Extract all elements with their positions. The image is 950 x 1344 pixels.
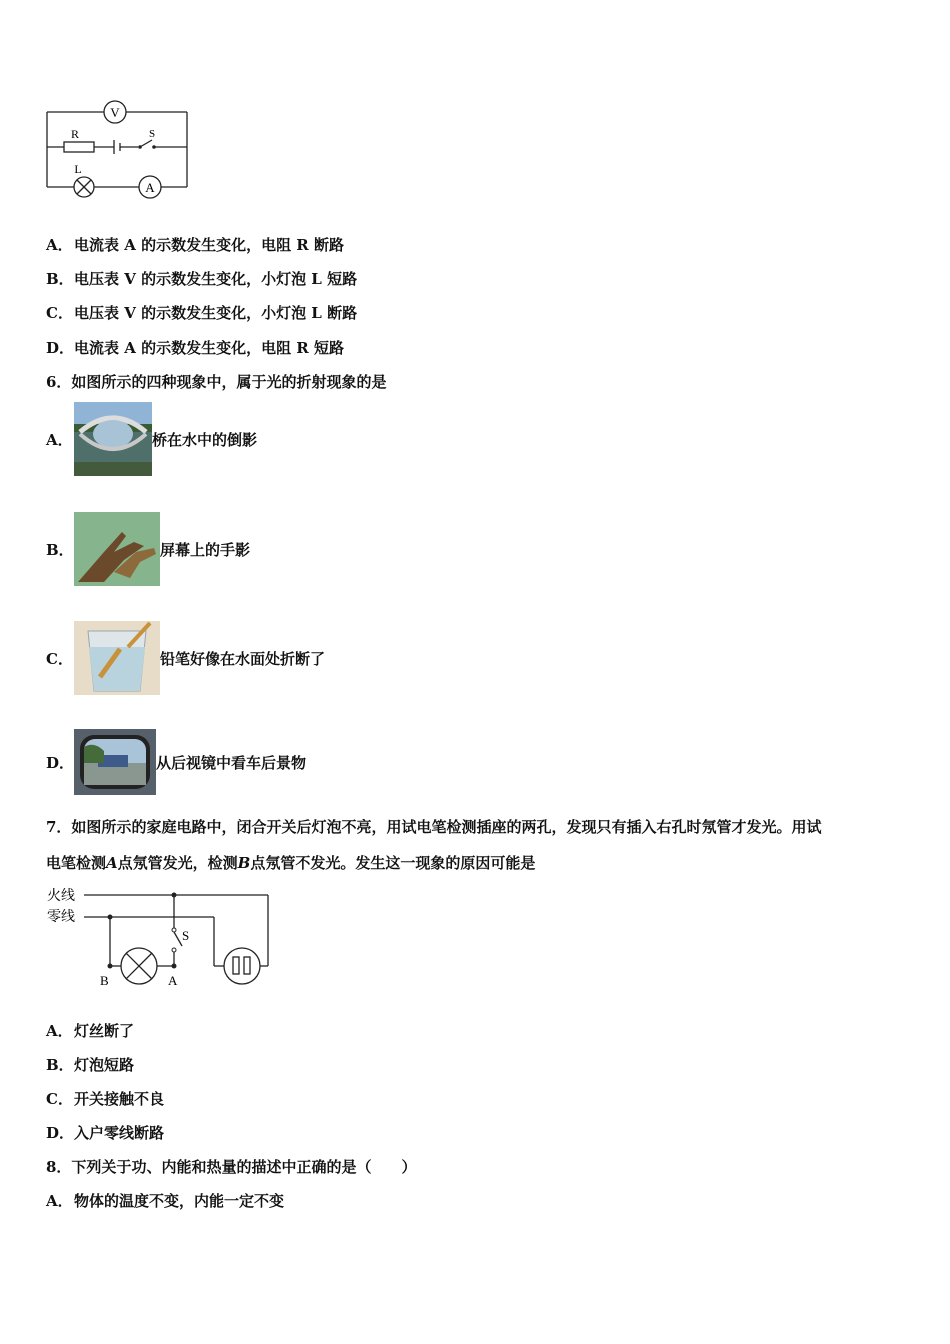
q8-stem: 8．下列关于功、内能和热量的描述中正确的是（ ） (46, 1158, 417, 1176)
q6-option-c: C． 铅笔好像在水面处折断了 (46, 621, 325, 695)
switch-label: S (148, 128, 156, 140)
point-b-label: B (100, 973, 109, 988)
point-a-label: A (168, 973, 178, 988)
q7-stem-line1: 7．如图所示的家庭电路中，闭合开关后灯泡不亮，用试电笔检测插座的两孔，发现只有插入右孔时氖管才发光。用试 (46, 818, 822, 836)
bridge-reflection-photo (74, 402, 152, 476)
q7-option-c: C．开关接触不良 (46, 1090, 165, 1108)
hand-shadow-photo (74, 512, 160, 586)
neutral-wire-label: 零线 (47, 910, 75, 925)
live-wire-label: 火线 (47, 889, 75, 904)
q6-stem: 6．如图所示的四种现象中，属于光的折射现象的是 (46, 373, 387, 391)
q7-option-a: A．灯丝断了 (46, 1022, 135, 1040)
rearview-mirror-photo (74, 729, 156, 795)
q6-option-d: D． 从后视镜中看车后景物 (46, 729, 306, 795)
q8-option-a: A．物体的温度不变，内能一定不变 (46, 1192, 285, 1210)
household-circuit-diagram (44, 884, 276, 992)
voltmeter-label: V (110, 105, 120, 120)
q7-stem-line2: 电笔检测A点氖管发光，检测B点氖管不发光。发生这一现象的原因可能是 (46, 854, 536, 872)
q7-option-d: D．入户零线断路 (46, 1124, 165, 1142)
q5-option-d: D．电流表 A 的示数发生变化，电阻 R 短路 (46, 339, 344, 357)
circuit-diagram-q5 (40, 96, 200, 202)
switch-s-label: S (182, 928, 190, 943)
resistor-label: R (70, 127, 80, 141)
q5-option-c: C．电压表 V 的示数发生变化，小灯泡 L 断路 (46, 304, 358, 322)
q5-option-a: A．电流表 A 的示数发生变化，电阻 R 断路 (46, 236, 344, 254)
q6-option-a: A． 桥在水中的倒影 (46, 402, 257, 476)
q5-option-b: B．电压表 V 的示数发生变化，小灯泡 L 短路 (46, 270, 358, 288)
pencil-in-water-photo (74, 621, 160, 695)
q7-option-b: B．灯泡短路 (46, 1056, 135, 1074)
q6-option-b: B． 屏幕上的手影 (46, 512, 250, 586)
lamp-label: L (74, 162, 82, 176)
ammeter-label: A (145, 180, 155, 195)
